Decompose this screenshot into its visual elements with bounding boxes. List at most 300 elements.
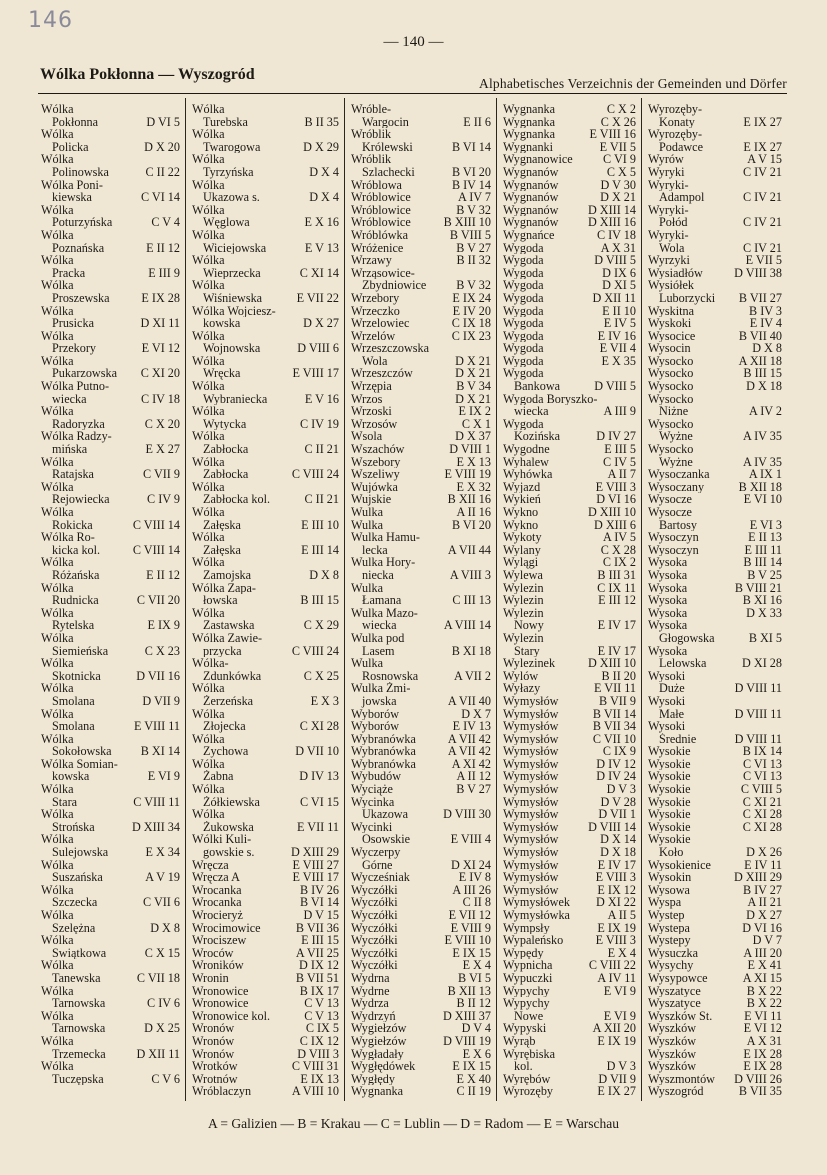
grid-code: B VII 35: [738, 1084, 782, 1099]
entry-line: [500, 380, 641, 393]
grid-code: E II 6: [463, 114, 491, 129]
index-entry: [38, 1010, 185, 1035]
entry-line: [645, 116, 787, 129]
grid-code: E X 3: [310, 693, 339, 708]
place-name: Wymysłów: [503, 858, 559, 872]
place-name: Wróblówka: [351, 228, 409, 242]
grid-code: C XI 28: [299, 719, 339, 734]
grid-code: E IX 28: [743, 1046, 782, 1061]
entry-line: [189, 645, 344, 658]
index-entry: [189, 229, 344, 254]
grid-code: C IV 21: [742, 215, 782, 230]
entry-line: [348, 254, 496, 267]
grid-code: D X 8: [150, 920, 180, 935]
grid-code: E VIII 27: [292, 857, 339, 872]
place-name: Tarnowska: [52, 1022, 106, 1035]
index-column-3: [345, 98, 497, 1101]
grid-code: A II 21: [747, 895, 782, 910]
entry-line: [38, 141, 185, 154]
grid-code: A VII 25: [295, 945, 339, 960]
place-name: Wygnańce: [503, 228, 555, 242]
entry-line: [645, 909, 787, 922]
entry-line: [645, 569, 787, 582]
grid-code: C X 20: [144, 416, 180, 431]
place-name: Wylany: [503, 543, 541, 557]
entry-line: [38, 645, 185, 658]
index-entry: [348, 972, 496, 985]
place-name: Osowskie: [362, 833, 411, 847]
place-name: Węglowa: [203, 216, 250, 229]
place-name: Wróżenice: [351, 241, 404, 255]
index-entry: [348, 745, 496, 758]
place-name: Wólka: [41, 556, 74, 569]
index-entry: [348, 909, 496, 922]
grid-code: C VIII 22: [588, 958, 636, 973]
place-name: Wyszków: [648, 1060, 697, 1073]
index-entry: [645, 128, 787, 153]
grid-code: C XI 28: [742, 819, 782, 834]
entry-line: [38, 657, 185, 670]
index-entry: [38, 305, 185, 330]
grid-code: C II 19: [456, 1084, 491, 1099]
grid-code: E IX 9: [147, 618, 180, 633]
place-name: Wsola: [351, 430, 383, 444]
grid-code: C X 5: [606, 164, 636, 179]
place-name: Wólka: [41, 883, 74, 897]
index-entry: [348, 153, 496, 178]
grid-code: B XI 14: [140, 744, 180, 759]
grid-code: E IX 12: [597, 882, 636, 897]
index-entry: [348, 871, 496, 884]
index-entry: [500, 229, 641, 242]
grid-code: A X 31: [746, 1033, 782, 1048]
index-entry: [500, 393, 641, 418]
entry-line: [348, 569, 496, 582]
place-name: Wypychy: [503, 997, 550, 1010]
grid-code: A III 9: [603, 404, 636, 419]
entry-line: [189, 1085, 344, 1098]
grid-code: C VIII 24: [291, 643, 339, 658]
place-name: Wysoczanka: [648, 468, 710, 481]
entry-line: [645, 443, 787, 456]
grid-code: D V 3: [606, 782, 636, 797]
grid-code: B VII 51: [295, 970, 339, 985]
place-name: Różańska: [52, 568, 100, 582]
entry-line: [38, 254, 185, 267]
place-name: Wólka: [41, 329, 74, 343]
place-name: Wylezin: [503, 594, 544, 607]
grid-code: B VII 40: [738, 328, 782, 343]
place-name: Wymysłów: [503, 846, 559, 859]
place-name: Królewski: [362, 140, 413, 154]
grid-code: C IV 6: [147, 996, 180, 1011]
entry-line: [645, 166, 787, 179]
entry-line: [348, 632, 496, 645]
place-name: Wysoka: [648, 644, 688, 658]
grid-code: B III 15: [300, 593, 339, 608]
place-name: Strońska: [52, 820, 95, 834]
page-number: — 140 —: [383, 34, 444, 50]
running-header-title: Alphabetisches Verzeichnis der Gemeinden und Dörfer: [479, 76, 787, 91]
place-name: Wólka: [192, 757, 225, 771]
grid-code: E X 41: [747, 958, 782, 973]
place-name: Wysypowce: [648, 971, 708, 985]
place-name: Górne: [362, 858, 393, 872]
place-name: Wymysłówka: [503, 909, 570, 922]
place-name: Wycinka: [351, 795, 395, 809]
place-name: Wrotnów: [192, 1072, 238, 1086]
place-name: Wólka: [192, 808, 225, 821]
place-name: Wysoki: [648, 669, 686, 683]
place-name: Wieprzecka: [203, 266, 261, 280]
index-entry: [500, 909, 641, 922]
grid-code: E VII 11: [297, 819, 339, 834]
grid-code: B II 32: [456, 253, 491, 268]
entry-line: [348, 443, 496, 456]
entry-line: [348, 619, 496, 632]
entry-line: [348, 833, 496, 846]
entry-line: [38, 418, 185, 431]
place-name: Wysokie: [648, 795, 691, 809]
grid-code: A VII 40: [447, 693, 491, 708]
entry-line: [38, 229, 185, 242]
place-name: Wronów: [192, 1022, 235, 1035]
index-columns: [38, 98, 788, 1101]
place-name: Wymysłów: [503, 745, 559, 758]
grid-code: E VIII 17: [292, 366, 339, 381]
index-entry: [500, 254, 641, 267]
entry-line: [189, 632, 344, 645]
grid-code: C X 2: [606, 102, 636, 116]
place-name: Wysocko: [648, 380, 694, 393]
entry-line: [38, 166, 185, 179]
entry-line: [348, 506, 496, 519]
index-entry: [500, 1035, 641, 1048]
index-entry: [38, 556, 185, 581]
index-entry: [500, 972, 641, 985]
place-name: Wólka: [41, 304, 74, 318]
index-entry: [189, 934, 344, 947]
place-name: Wysoczyn: [648, 531, 699, 544]
grid-code: D VIII 26: [734, 1071, 782, 1086]
place-name: Wygładały: [351, 1047, 404, 1061]
index-entry: [189, 481, 344, 506]
index-entry: [189, 871, 344, 884]
entry-line: [38, 267, 185, 280]
grid-code: E X 35: [601, 353, 636, 368]
place-name: Wólka: [192, 732, 225, 746]
entry-line: [189, 531, 344, 544]
place-name: Wólka: [41, 1034, 74, 1048]
index-entry: [348, 821, 496, 846]
grid-code: B V 32: [456, 278, 491, 293]
place-name: Wysoka: [648, 606, 688, 620]
entry-line: [500, 191, 641, 204]
entry-line: [189, 418, 344, 431]
index-entry: [348, 229, 496, 242]
entry-line: [500, 997, 641, 1010]
entry-line: [38, 922, 185, 935]
entry-line: [645, 292, 787, 305]
grid-code: A XII 20: [592, 1021, 636, 1036]
place-name: Wygoda: [503, 254, 544, 267]
index-entry: [38, 833, 185, 858]
entry-line: [645, 1060, 787, 1073]
place-name: Koło: [659, 846, 684, 859]
index-entry: [189, 430, 344, 455]
entry-line: [645, 216, 787, 229]
place-name: Wygoda: [503, 329, 544, 343]
place-name: Wrzos: [351, 392, 383, 406]
entry-line: [189, 493, 344, 506]
grid-code: B VI 20: [451, 164, 491, 179]
place-name: Duże: [659, 682, 685, 695]
index-entry: [189, 972, 344, 985]
grid-code: C IX 9: [602, 744, 636, 759]
place-name: Siemieńska: [52, 644, 109, 658]
place-name: Wyczółki: [351, 896, 398, 909]
entry-line: [645, 405, 787, 418]
index-entry: [500, 871, 641, 884]
index-entry: [500, 985, 641, 998]
place-name: Wygiełzów: [351, 1034, 407, 1048]
entry-line: [500, 1035, 641, 1048]
grid-code: D VIII 5: [594, 379, 636, 394]
place-name: Wypyski: [503, 1022, 547, 1035]
entry-line: [645, 254, 787, 267]
place-name: Wygnanów: [503, 165, 559, 179]
index-entry: [500, 367, 641, 392]
grid-code: A IV 35: [742, 454, 782, 469]
index-entry: [348, 531, 496, 556]
place-name: Wysuczka: [648, 946, 699, 960]
entry-line: [500, 405, 641, 418]
place-name: Wygodne: [503, 443, 550, 456]
entry-line: [645, 342, 787, 355]
grid-code: D X 8: [309, 567, 339, 582]
grid-code: B XII 13: [447, 983, 491, 998]
place-name: Wólka: [41, 808, 74, 821]
place-name: Tanewska: [52, 971, 101, 985]
grid-code: E III 10: [301, 517, 339, 532]
place-name: Wypnicha: [503, 959, 553, 972]
index-entry: [645, 821, 787, 834]
place-name: Wygoda: [503, 266, 544, 280]
place-name: Wymysłów: [503, 732, 559, 746]
place-name: Pracka: [52, 266, 86, 280]
place-name: Wystepy: [648, 934, 691, 947]
place-name: Wólka Ro-: [41, 531, 95, 544]
place-name: Wylągi: [503, 556, 539, 569]
place-name: Wulka: [351, 581, 383, 595]
place-name: Wycinki: [351, 820, 393, 834]
entry-line: [348, 670, 496, 683]
entry-line: [500, 1085, 641, 1098]
grid-code: D VIII 11: [734, 731, 782, 746]
grid-code: C IV 21: [742, 190, 782, 205]
entry-line: [38, 808, 185, 821]
entry-line: [38, 544, 185, 557]
grid-code: D VIII 5: [594, 253, 636, 268]
place-name: wiecka: [362, 619, 397, 632]
entry-line: [38, 594, 185, 607]
entry-line: [189, 267, 344, 280]
entry-line: [348, 229, 496, 242]
index-entry: [348, 330, 496, 343]
grid-code: A XII 18: [738, 353, 782, 368]
grid-code: C X 1: [461, 416, 491, 431]
grid-code: E IX 15: [452, 945, 491, 960]
grid-code: E VIII 4: [450, 832, 491, 847]
place-name: Wrzeszczów: [351, 367, 413, 381]
place-name: Wyrębów: [503, 1072, 551, 1086]
entry-line: [38, 720, 185, 733]
grid-code: A III 20: [743, 945, 782, 960]
place-name: Wygnanów: [503, 216, 559, 229]
place-name: Wygłędówek: [351, 1060, 416, 1073]
grid-code: D X 4: [309, 190, 339, 205]
index-entry: [645, 594, 787, 607]
place-name: Wysychy: [648, 959, 694, 972]
entry-line: [645, 934, 787, 947]
index-entry: [500, 443, 641, 456]
entry-line: [348, 468, 496, 481]
grid-code: D VII 16: [136, 668, 180, 683]
grid-code: A IV 5: [603, 530, 636, 545]
entry-line: [645, 317, 787, 330]
entry-line: [38, 695, 185, 708]
place-name: Wyskitna: [648, 304, 694, 318]
place-name: Wyszków: [648, 1034, 697, 1048]
grid-code: E VII 4: [599, 341, 636, 356]
index-entry: [500, 418, 641, 443]
grid-code: E IV 5: [603, 316, 636, 331]
grid-code: C VIII 14: [132, 517, 180, 532]
place-name: Wytycka: [203, 417, 247, 431]
index-entry: [645, 493, 787, 506]
grid-code: E X 40: [456, 1071, 491, 1086]
index-entry: [38, 657, 185, 682]
grid-code: D V 3: [606, 1059, 636, 1074]
grid-code: C III 13: [452, 593, 491, 608]
place-name: Polinowska: [52, 165, 109, 179]
place-name: Wysokie: [648, 757, 691, 771]
index-entry: [348, 556, 496, 581]
place-name: Wyskoki: [648, 317, 692, 330]
grid-code: C VI 9: [603, 152, 636, 167]
place-name: Swiątkowa: [52, 946, 107, 960]
place-name: Wysoka: [648, 556, 688, 569]
place-name: Wysoczyn: [648, 543, 699, 557]
grid-code: E VIII 16: [589, 127, 636, 142]
entry-line: [38, 934, 185, 947]
grid-code: D V 15: [303, 908, 339, 922]
place-name: Wólka: [41, 606, 74, 620]
entry-line: [38, 619, 185, 632]
entry-line: [500, 846, 641, 859]
place-name: Wólka: [41, 934, 74, 947]
place-name: Wręcza: [192, 858, 229, 872]
entry-line: [38, 292, 185, 305]
place-name: Smolana: [52, 694, 95, 708]
place-name: Wymysłów: [503, 833, 559, 847]
index-entry: [189, 1085, 344, 1098]
place-name: Wólka Somian-: [41, 757, 118, 771]
place-name: Wygnanka: [503, 103, 556, 116]
place-name: Wulka Żmi-: [351, 682, 411, 695]
grid-code: E X 34: [145, 845, 180, 860]
place-name: Wydrna: [351, 971, 390, 985]
place-name: Wyrąb: [503, 1034, 536, 1048]
grid-code: B III 31: [597, 567, 636, 582]
entry-line: [348, 519, 496, 532]
entry-line: [645, 972, 787, 985]
grid-code: E X 6: [462, 1046, 491, 1061]
place-name: Wygnanowice: [503, 153, 573, 166]
grid-code: D XIII 34: [131, 819, 180, 834]
index-entry: [348, 468, 496, 481]
grid-code: E VIII 19: [444, 467, 491, 482]
place-name: Wylezin: [503, 631, 544, 645]
grid-code: A IX 1: [748, 467, 782, 482]
index-entry: [38, 733, 185, 758]
grid-code: A VIII 10: [291, 1084, 339, 1099]
place-name: Wysokie: [648, 808, 691, 821]
entry-line: [348, 531, 496, 544]
index-entry: [38, 481, 185, 506]
entry-line: [348, 1035, 496, 1048]
entry-line: [38, 531, 185, 544]
place-name: Tyrzyńska: [203, 165, 254, 179]
place-name: Żółkiewska: [203, 795, 260, 809]
grid-code: C XI 28: [742, 807, 782, 822]
index-entry: [348, 783, 496, 796]
place-name: Wystepa: [648, 921, 690, 935]
entry-line: [645, 191, 787, 204]
place-name: Wólka: [192, 354, 225, 368]
index-entry: [38, 279, 185, 304]
place-name: Twarogowa: [203, 140, 261, 154]
place-name: Wólka: [192, 430, 225, 444]
index-entry: [500, 292, 641, 305]
entry-line: [645, 821, 787, 834]
place-name: Wyszków St.: [648, 1009, 713, 1023]
index-entry: [645, 1060, 787, 1073]
entry-line: [189, 909, 344, 922]
grid-code: C VI 13: [742, 756, 782, 771]
entry-line: [38, 1060, 185, 1073]
place-name: Wulka: [351, 657, 383, 670]
index-entry: [38, 909, 185, 934]
entry-line: [500, 355, 641, 368]
grid-code: D X 27: [746, 908, 782, 922]
place-name: Wyczółki: [351, 909, 398, 922]
grid-code: B V 27: [456, 240, 491, 255]
index-entry: [38, 179, 185, 204]
place-name: Wymysłów: [503, 808, 559, 821]
index-entry: [645, 531, 787, 544]
grid-code: C IX 2: [602, 555, 636, 570]
index-entry: [38, 632, 185, 657]
grid-code: E III 9: [148, 265, 180, 280]
index-entry: [500, 745, 641, 758]
entry-line: [500, 468, 641, 481]
place-name: Wólka: [192, 707, 225, 721]
grid-code: C VII 20: [136, 593, 180, 608]
place-name: Wyłazy: [503, 682, 541, 695]
place-name: Lasem: [362, 644, 395, 658]
place-name: Wyrębiska: [503, 1047, 556, 1061]
